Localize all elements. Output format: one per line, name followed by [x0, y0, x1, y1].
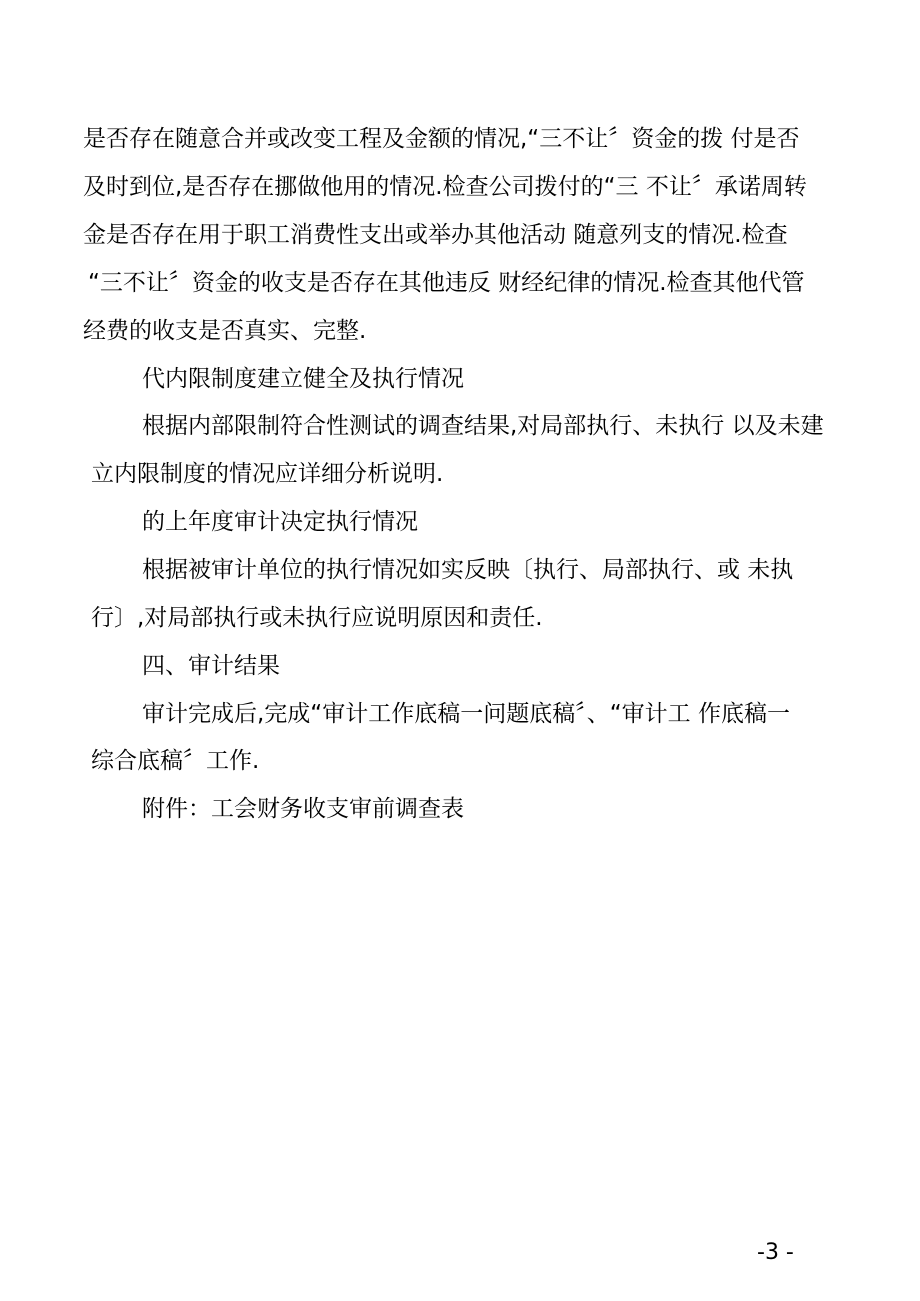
body-text-line: 综合底稿〞工作.: [91, 748, 260, 774]
body-text-line: 经费的收支是否真实、完整.: [83, 318, 367, 344]
body-text-line: 及时到位,是否存在挪做他用的情况.检查公司拨付的“三 不让〞承诺周转: [83, 174, 807, 200]
body-text-line: 审计完成后,完成“审计工作底稿一问题底稿〞、“审计工 作底稿一: [142, 701, 790, 727]
body-text-line: 立内限制度的情况应详细分析说明.: [91, 461, 444, 487]
body-text-line: 根据被审计单位的执行情况如实反映〔执行、局部执行、或 未执: [142, 557, 794, 583]
body-text-line: “三不让〞资金的收支是否存在其他违反 财经纪律的情况.检查其他代管: [88, 270, 805, 296]
body-text-line: 根据内部限制符合性测试的调查结果,对局部执行、未执行 以及未建: [142, 413, 824, 439]
section-heading: 的上年度审计决定执行情况: [142, 509, 418, 535]
body-text-line: 金是否存在用于职工消费性支出或举办其他活动 随意列支的情况.检查: [83, 222, 788, 248]
page-number: -3 -: [757, 1240, 794, 1265]
section-heading: 代内限制度建立健全及执行情况: [142, 366, 464, 392]
section-heading: 四、审计结果: [142, 653, 280, 679]
body-text-line: 是否存在随意合并或改变工程及金额的情况,“三不让〞资金的拨 付是否: [83, 126, 800, 152]
body-text-line: 行〕,对局部执行或未执行应说明原因和责任.: [91, 605, 543, 631]
attachment-line: 附件：工会财务收支审前调查表: [142, 796, 464, 822]
